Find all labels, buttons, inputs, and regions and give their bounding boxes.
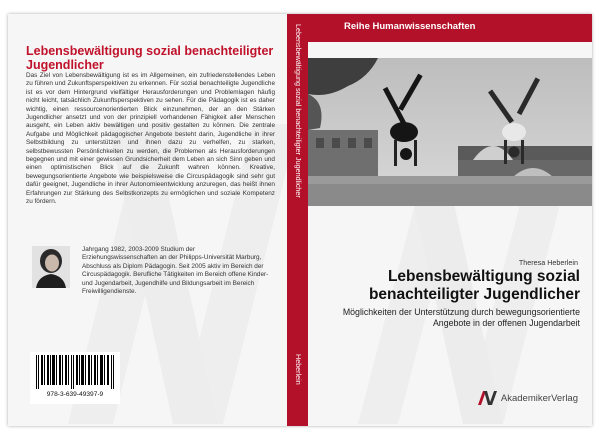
barcode-icon: [34, 355, 116, 389]
spine-title: Lebensbewältigung sozial benachteiligter Jugendlicher: [294, 24, 303, 198]
cover-photo: [308, 58, 592, 206]
back-cover: [8, 14, 287, 426]
publisher-logo: [478, 391, 578, 405]
author-name: Theresa Heberlein: [518, 258, 578, 267]
av-publisher-logo-icon: [478, 391, 498, 405]
author-photo: [32, 246, 70, 288]
barcode-box: [30, 352, 120, 404]
author-bio: Jahrgang 1982, 2003-2009 Studium der Erziehungswissenschaften an der Philipps-Universität Marburg, Abschluss als Diplom Pädagogin. Seit 2005 aktiv im Bereich der Circuspädagogik. Berufliche Tätigkeiten im Bereich offene Kinder- und Jugendarbeit, Jugendhilfe und Bildungsarbeit im Bereich Freiwilligendienste.: [82, 246, 269, 296]
back-description: Das Ziel von Lebensbewältigung ist es im Allgemeinen, ein zufriedenstellendes Leben zu führen und Zukunftsperspektiven zu erkennen. Für sozial benachteiligte Jugendliche ist es vor dem Hintergrund vielfältiger Herausforderungen und Problemlagen häufig nicht leicht, tatsächlich Zukunftsperspektiven zu sehen. Für die Pädagogik ist es daher wichtig, einen ressourcenorientierten Blick einzunehmen, der an den Stärken Jugendlicher ansetzt und von der prinzipiell vorhandenen Fähigkeit aller Menschen ausgeht, ein Leben aktiv bewältigen und positiv gestalten zu können. Die zentrale Aufgabe und Möglichkeit pädagogischer Angebote besteht darin, Jugendliche in ihrer Selbstbildung zu unterstützen und ihnen dazu zu verhelfen, zu starken, selbstbewussten Persönlichkeiten zu werden, die Problemen als Herausforderungen begegnen und mit einer gewissen Grundsicherheit dem Leben an sich Sinn geben und einen optimistischen Blick auf die Zukunft wahren können. Kreative, bewegungsorientierte Angebote wie beispielsweise die Circuspädagogik sind sehr gut dafür geeignet, Jugendliche in ihrer Autonomieentwicklung anzuregen, das heißt ihnen Erfahrungen zur Stärkung des Selbstkonzepts zu ermöglichen und soziale Kompetenz zu fördern.: [26, 72, 275, 206]
isbn-number: 978-3-639-49397-9: [46, 391, 104, 398]
back-title: Lebensbewältigung sozial benachteiligter Jugendlicher: [26, 44, 274, 72]
publisher-name: AkademikerVerlag: [500, 392, 578, 404]
front-title: Lebensbewältigung sozial benachteiligter Jugendlicher: [368, 268, 580, 303]
front-cover: [308, 14, 592, 426]
series-banner: Reihe Humanwissenschaften: [308, 14, 592, 42]
spine: [287, 14, 308, 426]
front-subtitle: Möglichkeiten der Unterstützung durch bewegungsorientierte Angebote in der offenen Jugendarbeit: [342, 307, 580, 328]
book-cover: [8, 14, 592, 426]
spine-author: Heberlein: [294, 354, 303, 385]
